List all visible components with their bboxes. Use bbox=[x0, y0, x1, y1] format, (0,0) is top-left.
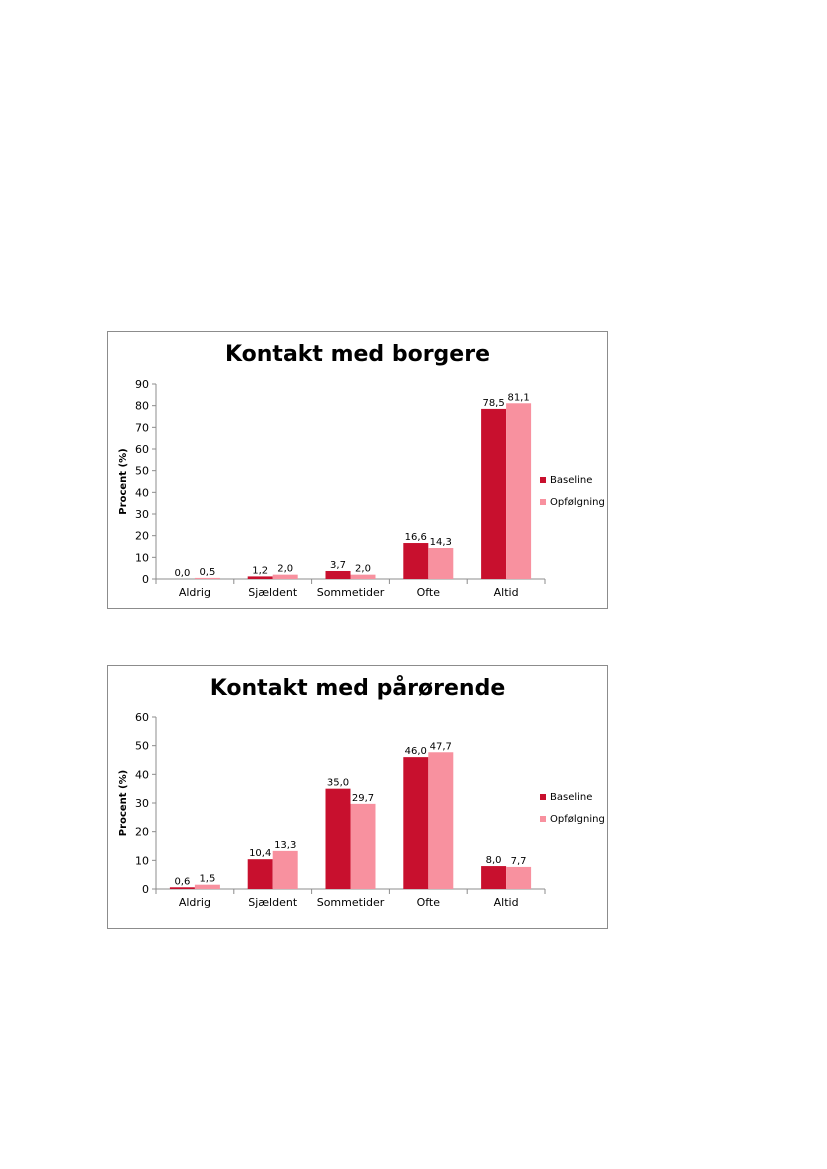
legend-item-opfolgning bbox=[540, 491, 605, 513]
y-tick-label: 20 bbox=[135, 529, 149, 543]
data-label: 2,0 bbox=[355, 563, 371, 575]
chart-legend bbox=[540, 786, 605, 830]
data-label: 35,0 bbox=[326, 777, 350, 789]
y-tick-label: 70 bbox=[135, 421, 149, 435]
bar-opfolgning bbox=[506, 403, 531, 579]
y-tick-label: 50 bbox=[135, 739, 149, 753]
data-label: 46,0 bbox=[404, 746, 427, 758]
y-tick-label: 40 bbox=[135, 486, 149, 500]
bar-chart-plot bbox=[108, 666, 609, 930]
y-tick-label: 10 bbox=[135, 854, 149, 868]
bar-baseline bbox=[481, 409, 506, 579]
x-tick-label: Altid bbox=[493, 896, 519, 909]
y-tick-label: 0 bbox=[142, 883, 149, 896]
y-tick-label: 80 bbox=[135, 399, 149, 413]
bar-opfolgning bbox=[273, 851, 298, 889]
bar-opfolgning bbox=[428, 548, 453, 579]
data-label: 14,3 bbox=[429, 537, 452, 549]
legend-swatch-opfolgning bbox=[540, 816, 546, 822]
data-label: 0,5 bbox=[199, 566, 216, 578]
legend-label: Baseline bbox=[550, 791, 593, 803]
chart-legend bbox=[540, 469, 605, 513]
chart-kontakt-parorende bbox=[107, 665, 608, 929]
bar-chart-plot bbox=[108, 332, 609, 610]
legend-item-baseline bbox=[540, 786, 605, 808]
bar-opfolgning bbox=[351, 804, 376, 889]
data-label: 1,5 bbox=[199, 873, 216, 885]
bar-opfolgning bbox=[195, 578, 220, 579]
legend-label: Opfølgning bbox=[550, 813, 605, 825]
x-tick-label: Ofte bbox=[416, 586, 441, 599]
legend-label: Opfølgning bbox=[550, 496, 605, 508]
bar-baseline bbox=[403, 543, 428, 579]
legend-item-baseline bbox=[540, 469, 605, 491]
y-tick-label: 60 bbox=[135, 443, 149, 456]
x-tick-label: Sommetider bbox=[316, 896, 385, 909]
legend-swatch-opfolgning bbox=[540, 499, 546, 505]
x-tick-label: Aldrig bbox=[178, 586, 211, 599]
chart-kontakt-borgere bbox=[107, 331, 608, 609]
bar-baseline bbox=[248, 576, 273, 579]
bar-opfolgning bbox=[428, 752, 453, 889]
y-axis-title: Procent (%) bbox=[118, 769, 129, 837]
data-label: 10,4 bbox=[249, 848, 272, 860]
bar-opfolgning bbox=[273, 575, 298, 579]
data-label: 0,6 bbox=[174, 876, 191, 888]
y-axis-title: Procent (%) bbox=[118, 448, 129, 515]
legend-label: Baseline bbox=[550, 474, 593, 486]
bar-opfolgning bbox=[351, 575, 376, 579]
x-tick-label: Sommetider bbox=[316, 586, 385, 599]
y-tick-label: 0 bbox=[142, 573, 149, 586]
bar-opfolgning bbox=[195, 885, 220, 889]
x-tick-label: Ofte bbox=[416, 896, 441, 909]
y-tick-label: 30 bbox=[135, 508, 149, 521]
data-label: 81,1 bbox=[507, 392, 530, 404]
y-tick-label: 20 bbox=[135, 825, 149, 839]
x-tick-label: Aldrig bbox=[178, 896, 211, 909]
data-label: 29,7 bbox=[351, 792, 375, 804]
bar-baseline bbox=[326, 571, 351, 579]
bar-baseline bbox=[248, 859, 273, 889]
y-tick-label: 10 bbox=[135, 551, 149, 565]
data-label: 16,6 bbox=[404, 532, 427, 544]
data-label: 13,3 bbox=[274, 839, 297, 851]
y-tick-label: 40 bbox=[135, 768, 149, 782]
data-label: 78,5 bbox=[482, 397, 505, 409]
bar-baseline bbox=[481, 866, 506, 889]
data-label: 7,7 bbox=[510, 855, 527, 867]
y-tick-label: 50 bbox=[135, 464, 149, 478]
bar-baseline bbox=[170, 887, 195, 889]
legend-swatch-baseline bbox=[540, 477, 546, 483]
chart-title: Kontakt med pårørende bbox=[209, 676, 506, 701]
y-tick-label: 30 bbox=[135, 797, 149, 810]
x-tick-label: Sjældent bbox=[248, 896, 298, 909]
legend-swatch-baseline bbox=[540, 794, 546, 800]
data-label: 0,0 bbox=[174, 568, 191, 579]
data-label: 3,7 bbox=[330, 559, 346, 571]
chart-title: Kontakt med borgere bbox=[224, 342, 490, 367]
bar-opfolgning bbox=[506, 867, 531, 889]
y-tick-label: 90 bbox=[135, 378, 149, 391]
x-tick-label: Altid bbox=[493, 586, 519, 599]
bar-baseline bbox=[403, 757, 428, 889]
bar-baseline bbox=[326, 789, 351, 889]
data-label: 2,0 bbox=[277, 563, 294, 575]
data-label: 47,7 bbox=[429, 741, 452, 753]
legend-item-opfolgning bbox=[540, 808, 605, 830]
data-label: 8,0 bbox=[485, 855, 502, 867]
y-tick-label: 60 bbox=[135, 711, 149, 724]
data-label: 1,2 bbox=[252, 565, 269, 577]
x-tick-label: Sjældent bbox=[248, 586, 298, 599]
